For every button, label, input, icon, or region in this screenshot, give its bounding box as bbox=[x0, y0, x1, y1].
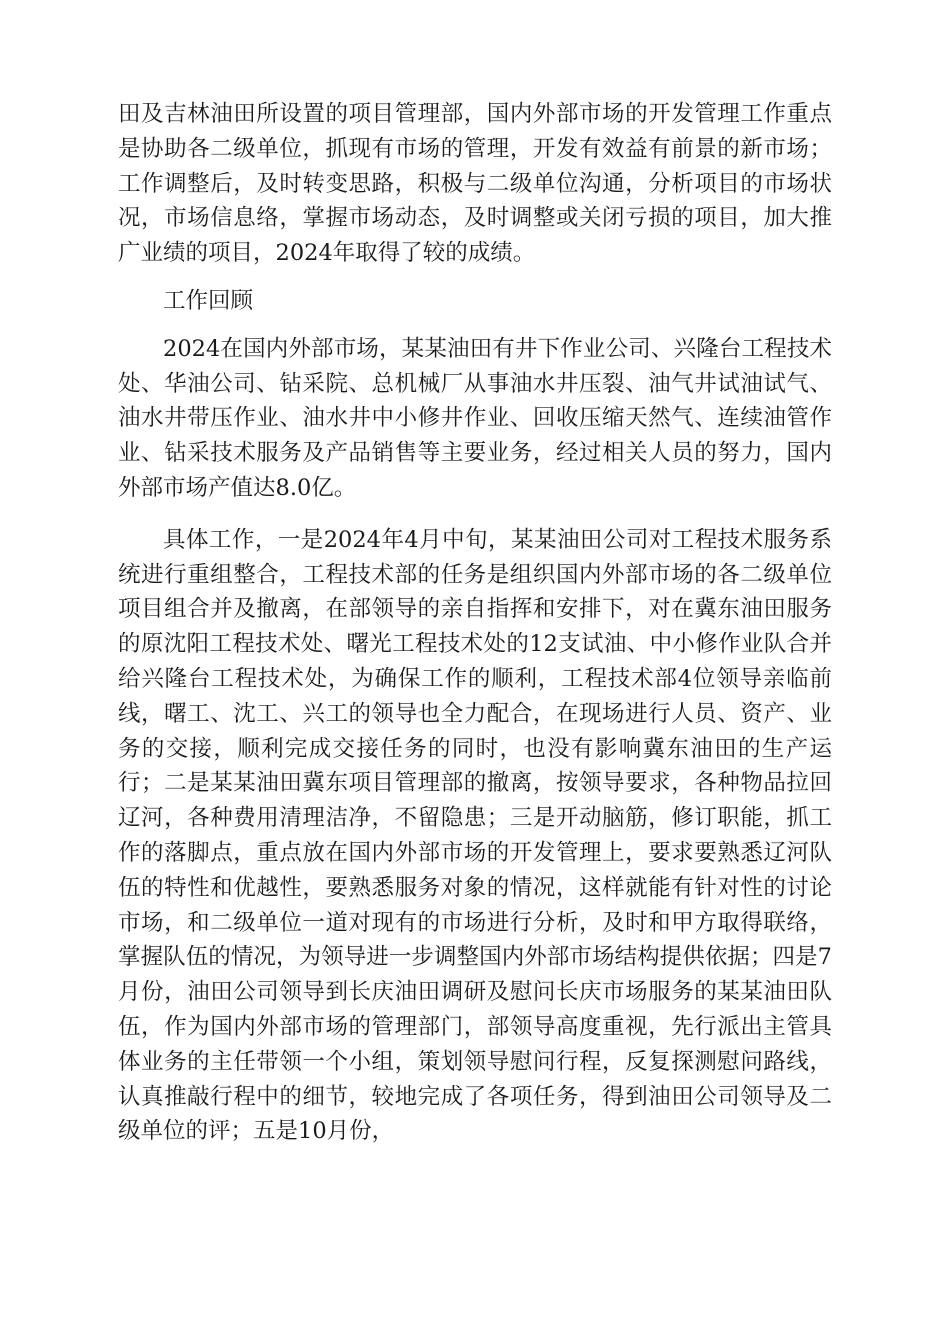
section-heading: 工作回顾 bbox=[163, 287, 254, 314]
document-body bbox=[118, 97, 832, 1149]
paragraph-specific-work: 具体工作，一是2024年4月中旬，某某油田公司对工程技术服务系统进行重组整合，工程技术部的任务是组织国内外部市场的各二级单位项目组合并及撤离，在部领导的亲自指挥和安排下，对在冀东油田服务的原沈阳工程技术处、曙光工程技术处的12支试油、中小修作业队合并给兴隆台工程技术处，为确保工作的顺利，工程技术部4位领导亲临前线，曙工、沈工、兴工的领导也全力配合，在现场进行人员、资产、业务的交接，顺利完成交接任务的同时，也没有影响冀东油田的生产运行；二是某某油田冀东项目管理部的撤离，按领导要求，各种物品拉回辽河，各种费用清理洁净，不留隐患；三是开动脑筋，修订职能，抓工作的落脚点，重点放在国内外部市场的开发管理上，要求要熟悉辽河队伍的特性和优越性，要熟悉服务对象的情况，这样就能有针对性的讨论市场，和二级单位一道对现有的市场进行分析，及时和甲方取得联络，掌握队伍的情况，为领导进一步调整国内外部市场结构提供依据；四是7月份，油田公司领导到长庆油田调研及慰问长庆市场服务的某某油田队伍，作为国内外部市场的管理部门，部领导高度重视，先行派出主管具体业务的主任带领一个小组，策划领导慰问行程，反复探测慰问路线，认真推敲行程中的细节，较地完成了各项任务，得到油田公司领导及二级单位的评；五是10月份， bbox=[118, 526, 832, 1145]
paragraph-intro: 田及吉林油田所设置的项目管理部，国内外部市场的开发管理工作重点是协助各二级单位，抓现有市场的管理，开发有效益有前景的新市场；工作调整后，及时转变思路，积极与二级单位沟通，分析项目的市场状况，市场信息络，掌握市场动态，及时调整或关闭亏损的项目，加大推广业绩的项目，2024年取得了较的成绩。 bbox=[118, 101, 832, 267]
paragraph-market-overview: 2024在国内外部市场，某某油田有井下作业公司、兴隆台工程技术处、华油公司、钻采院、总机械厂从事油水井压裂、油气井试油试气、油水井带压作业、油水井中小修井作业、回收压缩天然气、连续油管作业、钻采技术服务及产品销售等主要业务，经过相关人员的努力，国内外部市场产值达8.0亿。 bbox=[118, 335, 832, 501]
